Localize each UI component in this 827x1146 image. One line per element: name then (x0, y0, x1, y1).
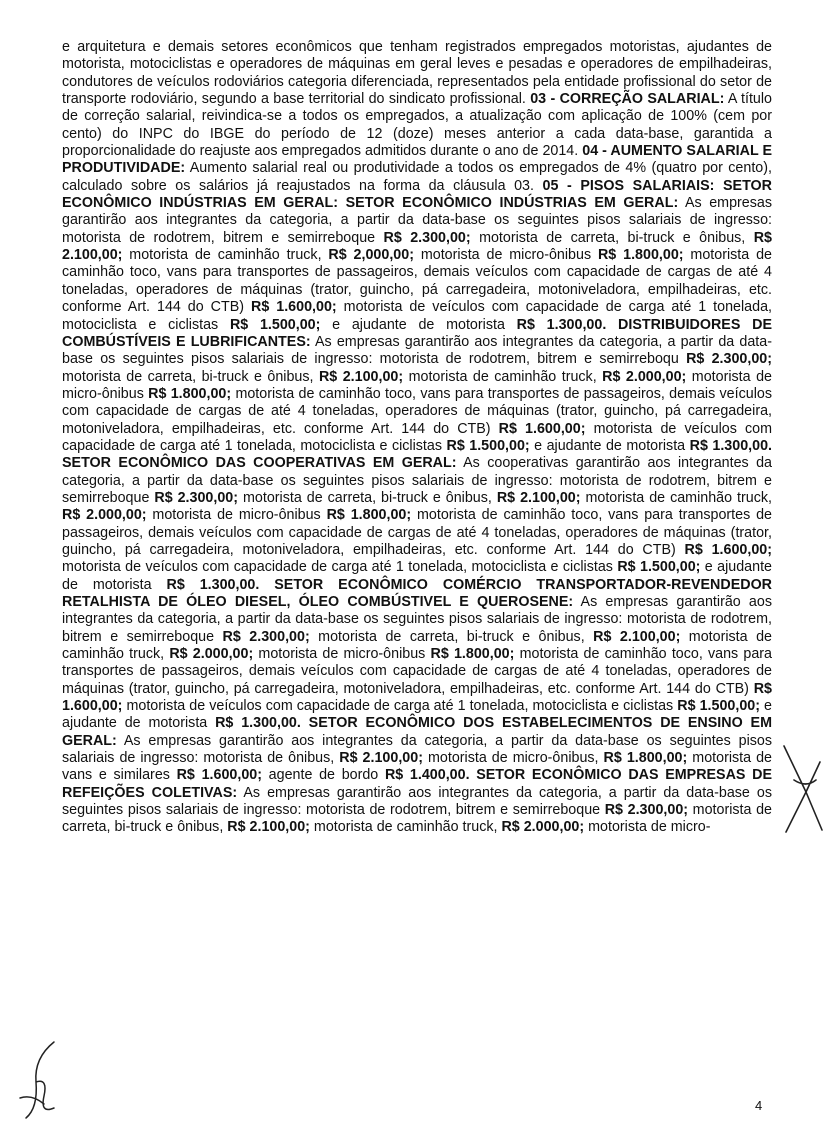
bold-text-run: R$ 1.800,00; (430, 646, 515, 663)
text-run: e ajudante de motorista (62, 559, 772, 593)
text-run: e ajudante de motorista (62, 698, 772, 732)
bold-text-run: R$ 1.500,00; (446, 437, 530, 454)
bold-text-run: R$ 1.800,00; (597, 247, 684, 264)
bold-text-run: R$ 2.100,00; (318, 368, 404, 385)
bold-text-run: R$ 2.300,00; (686, 351, 772, 368)
text-run: agente de bordo (262, 767, 385, 784)
bold-text-run: R$ 1.600,00; (251, 299, 337, 316)
text-run: motorista de caminhão truck, (122, 247, 329, 264)
bold-text-run: R$ 1.800,00; (326, 507, 412, 524)
bold-text-run: R$ 2.300,00; (154, 489, 239, 506)
text-run: motorista de vans e similares (62, 750, 772, 784)
bold-text-run: R$ 2,000,00; (328, 247, 414, 264)
text-run: e ajudante de motorista (529, 437, 690, 454)
text-run: motorista de caminhão toco, vans para transportes de passageiros, demais veículos com capacidade de cargas de até 4 toneladas, operadores de máquinas (trator, guincho, pá carregadeira, motoniveladora, empilhadeiras, etc. conforme Art. 144 do CTB) (62, 507, 772, 558)
text-run: motorista de caminhão toco, vans para transportes de passageiros, demais veículos com capacidade de cargas de até 4 toneladas, operadores de máquinas (trator, guincho, pá carregadeira, motoniveladora, empilhadeiras, etc. conforme Art. 144 do CTB) (62, 646, 773, 697)
bold-text-run: R$ 2.300,00; (383, 229, 471, 246)
bold-text-run: R$ 1.300,00. SETOR ECONÔMICO DAS COOPERATIVAS EM GERAL: (62, 437, 773, 472)
text-run: motorista de caminhão toco, vans para transportes de passageiros, demais veículos com capacidade de cargas de até 4 toneladas, operadores de máquinas (trator, guincho, pá carregadeira, motoniveladora, empilhadeiras, etc. conforme Art. 144 do CTB) (62, 247, 772, 316)
text-run: motorista de micro- (584, 819, 711, 836)
text-run: A título de correção salarial, reivindica-se a todos os empregados, a atualização com aplicação de 100% (cem por cento) do INPC do IBGE do período de 12 (doze) meses anterior a cada data-base, garantida a proporcionalidade do reajuste aos empregados admitidos durante o ano de 2014. (62, 91, 772, 160)
bold-text-run: R$ 1.800,00; (148, 385, 232, 402)
bold-text-run: R$ 1.500,00; (617, 559, 701, 576)
bold-text-run: R$ 2.300,00; (604, 802, 689, 819)
text-run: motorista de carreta, bi-truck e ônibus, (62, 802, 772, 836)
text-run: motorista de caminhão truck, (403, 368, 603, 385)
text-run: motorista de veículos com capacidade de carga até 1 tonelada, motociclista e ciclistas (62, 559, 618, 576)
bold-text-run: R$ 2.000,00; (62, 507, 147, 524)
text-run: As empresas garantirão aos integrantes da categoria, a partir da data-base os seguintes pisos salariais de ingresso: motorista de rodotrem, bitrem e semirreboque (62, 784, 772, 819)
bold-text-run: R$ 2.100,00; (496, 489, 581, 506)
bold-text-run: R$ 2.100,00; (339, 750, 423, 767)
bold-text-run: R$ 2.100,00; (227, 819, 310, 836)
bold-text-run: R$ 1.800,00; (603, 750, 688, 767)
text-run: As empresas garantirão aos integrantes da categoria, a partir da data-base os seguintes pisos salariais de ingresso: motorista de rodotrem, bitrem e semirreboque (62, 594, 772, 645)
text-run: Aumento salarial real ou produtividade a todos os empregados de 4% (quatro por cento), calculado sobre os salários já reajustados na forma da cláusula 03. (62, 160, 772, 194)
handwritten-initials-right (776, 740, 827, 836)
text-run: motorista de veículos com capacidade de carga até 1 tonelada, motociclista e ciclistas (62, 299, 772, 333)
text-run: motorista de caminhão truck, (309, 819, 502, 836)
bold-text-run: R$ 1.600,00; (684, 541, 773, 558)
text-run: As empresas garantirão aos integrantes da categoria, a partir da data-base os seguintes pisos salariais de ingresso: motorista de ônibus, (62, 732, 772, 767)
document-paragraph (62, 39, 772, 837)
bold-text-run: R$ 1.300,00. DISTRIBUIDORES DE COMBÚSTÍVEIS E LUBRIFICANTES: (62, 316, 772, 350)
bold-text-run: R$ 1.400,00. SETOR ECONÔMICO DAS EMPRESAS DE REFEIÇÕES COLETIVAS: (62, 767, 773, 801)
text-run: motorista de micro-ônibus (62, 368, 772, 402)
bold-text-run: R$ 1.600,00; (176, 767, 262, 784)
document-body (62, 39, 772, 837)
text-run: motorista de micro-ônibus (253, 646, 431, 663)
text-run: motorista de veículos com capacidade de carga até 1 tonelada, motociclista e ciclistas (62, 420, 772, 454)
page-number: 4 (755, 1098, 763, 1113)
text-run: As empresas garantirão aos integrantes da categoria, a partir da data-base os seguintes pisos salariais de ingresso: motorista de rodotrem, bitrem e semirreboque (62, 195, 772, 246)
handwritten-signature-left (14, 1038, 66, 1124)
text-run: motorista de carreta, bi-truck e ônibus, (470, 229, 754, 246)
bold-text-run: 05 - PISOS SALARIAIS: SETOR ECONÔMICO INDÚSTRIAS EM GERAL: SETOR ECONÔMICO INDÚSTRIAS EM GERAL: (62, 177, 772, 212)
bold-text-run: R$ 1.500,00; (677, 698, 760, 715)
bold-text-run: R$ 1.600,00; (498, 420, 586, 437)
bold-text-run: R$ 1.500,00; (229, 316, 321, 333)
bold-text-run: 04 - AUMENTO SALARIAL E PRODUTIVIDADE: (62, 143, 772, 177)
bold-text-run: R$ 2.300,00; (222, 628, 310, 645)
text-run: motorista de micro-ônibus (146, 507, 327, 524)
text-run: As empresas garantirão aos integrantes da categoria, a partir da data-base os seguintes pisos salariais de ingresso: motorista de rodotrem, bitrem e semirreboqu (62, 333, 772, 368)
bold-text-run: R$ 2.100,00; (62, 229, 772, 264)
bold-text-run: R$ 2.000,00; (602, 368, 687, 385)
text-run: motorista de carreta, bi-truck e ônibus, (62, 368, 319, 385)
text-run: motorista de micro-ônibus, (422, 750, 604, 767)
text-run: motorista de caminhão truck, (62, 628, 772, 663)
bold-text-run: R$ 2.000,00; (501, 819, 585, 836)
bold-text-run: R$ 1.600,00; (62, 680, 772, 715)
text-run: motorista de micro-ônibus (413, 247, 598, 264)
bold-text-run: R$ 1.300,00. SETOR ECONÔMICO COMÉRCIO TRANSPORTADOR-REVENDEDOR RETALHISTA DE ÓLEO DIESEL, ÓLEO COMBÚSTIVEL E QUEROSENE: (62, 576, 773, 610)
text-run: e arquitetura e demais setores econômicos que tenham registrados empregados motoristas, ajudantes de motorista, motociclistas e operadores de máquinas em geral leves e pesadas e operadores de empilhadeiras, condutores de veículos rodoviários categoria diferenciada, representados pela entidade profissional do setor de transporte rodoviário, segundo a base territorial do sindicato profissional. (62, 39, 772, 108)
text-run: As cooperativas garantirão aos integrantes da categoria, a partir da data-base os seguintes pisos salariais de ingresso: motorista de rodotrem, bitrem e semirreboque (62, 455, 772, 506)
text-run: motorista de caminhão truck, (580, 489, 772, 506)
bold-text-run: R$ 1.300,00. SETOR ECONÔMICO DOS ESTABELECIMENTOS DE ENSINO EM GERAL: (62, 715, 773, 749)
bold-text-run: 03 - CORREÇÃO SALARIAL: (530, 91, 725, 108)
text-run: motorista de veículos com capacidade de carga até 1 tonelada, motociclista e ciclistas (122, 698, 678, 715)
text-run: motorista de carreta, bi-truck e ônibus, (309, 628, 594, 645)
text-run: e ajudante de motorista (320, 316, 517, 333)
bold-text-run: R$ 2.100,00; (593, 628, 681, 645)
text-run: motorista de carreta, bi-truck e ônibus, (238, 489, 497, 506)
bold-text-run: R$ 2.000,00; (169, 646, 254, 663)
text-run: motorista de caminhão toco, vans para transportes de passageiros, demais veículos com capacidade de cargas de até 4 toneladas, operadores de máquinas (trator, guincho, pá carregadeira, motoniveladora, empilhadeiras, etc. conforme Art. 144 do CTB) (62, 385, 772, 437)
